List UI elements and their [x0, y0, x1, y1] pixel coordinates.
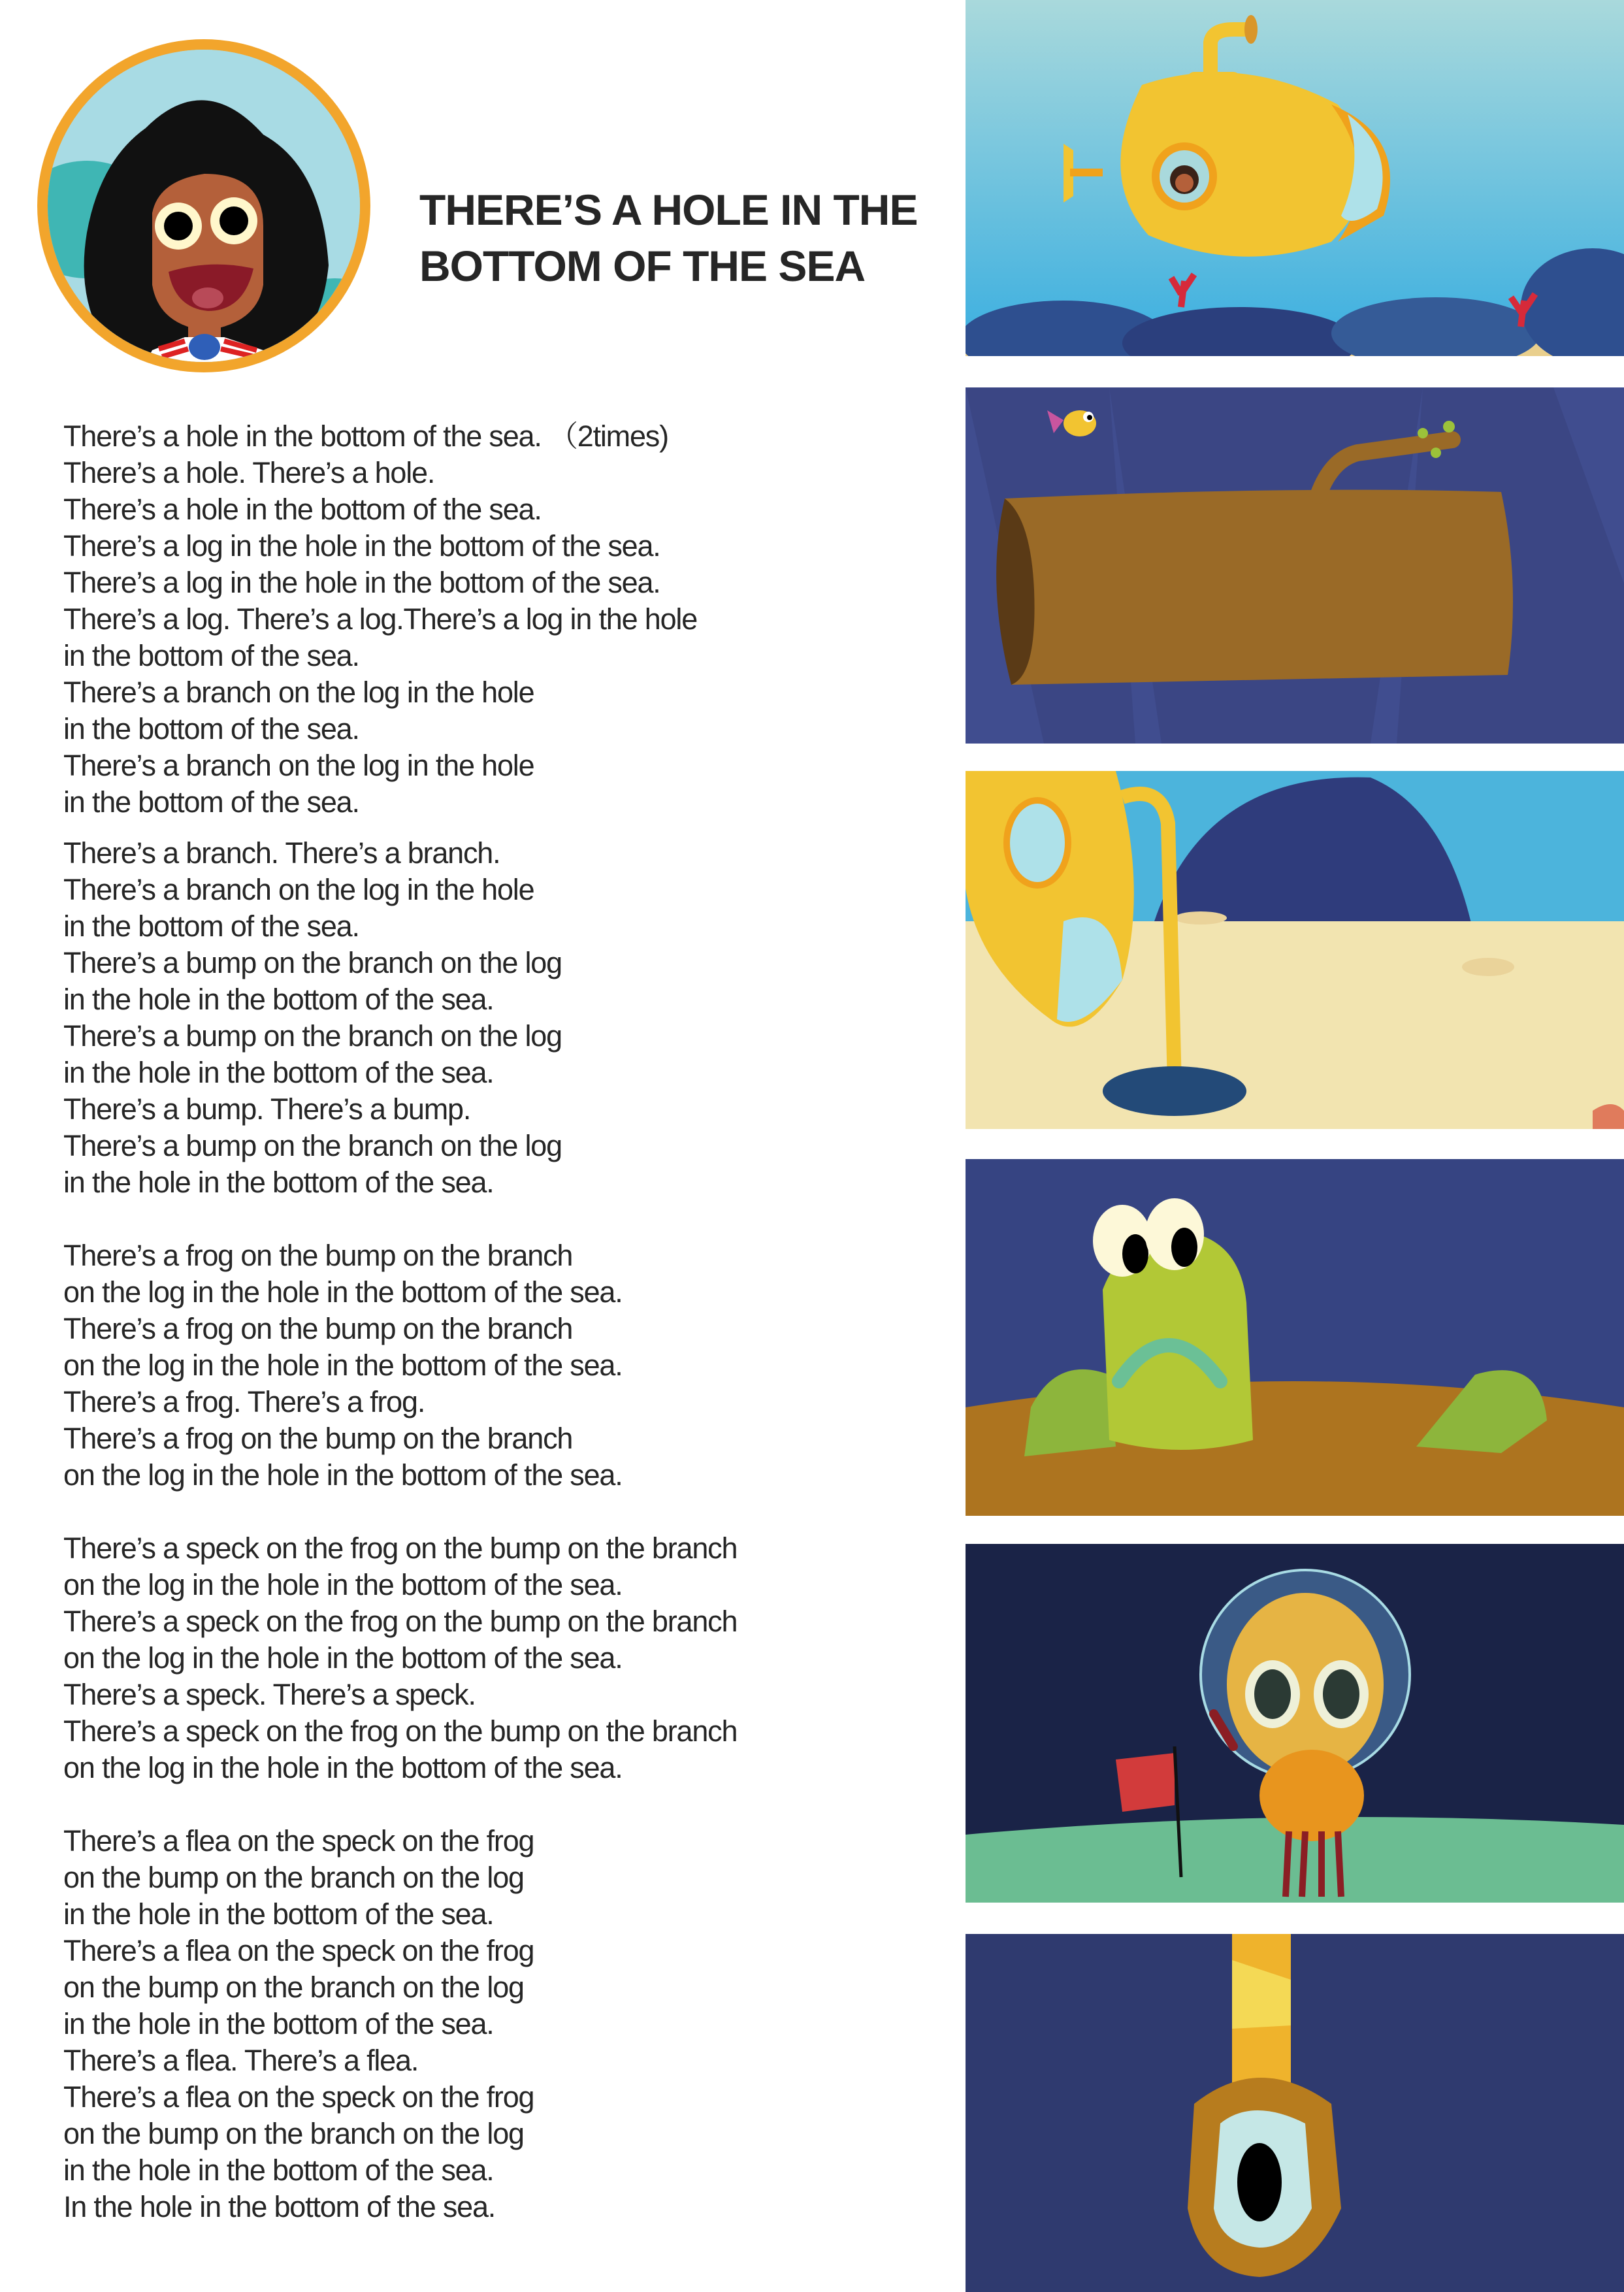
lyric-line: on the log in the hole in the bottom of the sea.	[63, 1641, 623, 1675]
submarine-icon	[966, 0, 1624, 356]
lyric-line: There’s a hole. There’s a hole.	[63, 456, 435, 489]
lyric-line: on the log in the hole in the bottom of the sea.	[63, 1568, 623, 1601]
lyric-line: in the bottom of the sea.	[63, 639, 359, 672]
song-title	[419, 182, 918, 294]
lyric-line: on the log in the hole in the bottom of the sea.	[63, 1751, 623, 1784]
stanza-frog	[63, 1237, 913, 1494]
lyric-line: There’s a hole in the bottom of the sea. （2times)	[63, 419, 668, 453]
lyric-line: In the hole in the bottom of the sea.	[63, 2190, 496, 2223]
log-icon	[966, 387, 1624, 744]
frog-icon	[966, 1159, 1624, 1516]
lyric-line: There’s a flea on the speck on the frog	[63, 2080, 534, 2114]
yellow-submarine-illustration	[966, 0, 1624, 356]
lyric-line: on the bump on the branch on the log	[63, 1861, 524, 1894]
lyric-line: in the bottom of the sea.	[63, 712, 359, 745]
stanza-hole-log-branch	[63, 418, 913, 821]
flea-icon	[966, 1544, 1624, 1903]
lyric-line: in the hole in the bottom of the sea.	[63, 2007, 494, 2040]
lyric-line: There’s a log in the hole in the bottom of the sea.	[63, 529, 660, 563]
lyric-line: There’s a flea on the speck on the frog	[63, 1824, 534, 1858]
lyric-line: There’s a branch on the log in the hole	[63, 676, 534, 709]
stanza-speck	[63, 1530, 913, 1786]
periscope-icon	[966, 1934, 1624, 2292]
lyric-line: in the bottom of the sea.	[63, 785, 359, 819]
lyric-line: in the bottom of the sea.	[63, 909, 359, 943]
lyric-line: There’s a flea on the speck on the frog	[63, 1934, 534, 1967]
lyric-line: There’s a log in the hole in the bottom of the sea.	[63, 566, 660, 599]
avatar	[37, 39, 370, 372]
lyric-line: on the log in the hole in the bottom of the sea.	[63, 1458, 623, 1492]
lyric-line: There’s a bump. There’s a bump.	[63, 1092, 471, 1126]
lyric-line: on the bump on the branch on the log	[63, 2117, 524, 2150]
lyric-line: There’s a bump on the branch on the log	[63, 1019, 562, 1053]
lyric-line: There’s a frog on the bump on the branch	[63, 1239, 573, 1272]
lyric-line: There’s a flea. There’s a flea.	[63, 2044, 419, 2077]
song-title-line-1: THERE’S A HOLE IN THE	[419, 186, 918, 234]
submarine-hole-illustration	[966, 771, 1624, 1129]
girl-character-icon	[48, 50, 360, 362]
lyric-line: There’s a branch. There’s a branch.	[63, 836, 500, 870]
stanza-flea	[63, 1823, 913, 2225]
lyric-line: in the hole in the bottom of the sea.	[63, 2153, 494, 2187]
lyrics-body	[63, 418, 913, 2225]
lyric-line: There’s a frog on the bump on the branch	[63, 1422, 573, 1455]
lyric-line: There’s a hole in the bottom of the sea.	[63, 493, 542, 526]
lyric-line: on the log in the hole in the bottom of the sea.	[63, 1349, 623, 1382]
lyric-line: There’s a speck. There’s a speck.	[63, 1678, 476, 1711]
lyric-line: There’s a frog. There’s a frog.	[63, 1385, 425, 1418]
lyric-line: There’s a bump on the branch on the log	[63, 1129, 562, 1162]
stanza-branch-bump	[63, 835, 913, 1201]
flea-astronaut-illustration	[966, 1544, 1624, 1903]
lyric-line: There’s a speck on the frog on the bump on the branch	[63, 1605, 738, 1638]
lyric-line: There’s a speck on the frog on the bump on the branch	[63, 1714, 738, 1748]
lyric-line: in the hole in the bottom of the sea.	[63, 1166, 494, 1199]
frog-illustration	[966, 1159, 1624, 1516]
lyric-line: There’s a branch on the log in the hole	[63, 873, 534, 906]
lyric-line: There’s a speck on the frog on the bump on the branch	[63, 1531, 738, 1565]
log-illustration	[966, 387, 1624, 744]
hole-icon	[966, 771, 1624, 1129]
lyric-line: There’s a branch on the log in the hole	[63, 749, 534, 782]
lyric-line: There’s a bump on the branch on the log	[63, 946, 562, 979]
lyric-line: in the hole in the bottom of the sea.	[63, 1056, 494, 1089]
lyric-line: on the log in the hole in the bottom of the sea.	[63, 1275, 623, 1309]
lyric-line: in the hole in the bottom of the sea.	[63, 1897, 494, 1931]
lyric-line: in the hole in the bottom of the sea.	[63, 983, 494, 1016]
song-title-line-2: BOTTOM OF THE SEA	[419, 242, 866, 290]
lyric-line: on the bump on the branch on the log	[63, 1971, 524, 2004]
periscope-illustration	[966, 1934, 1624, 2292]
lyric-line: There’s a frog on the bump on the branch	[63, 1312, 573, 1345]
lyric-line: There’s a log. There’s a log.There’s a log in the hole	[63, 602, 698, 636]
